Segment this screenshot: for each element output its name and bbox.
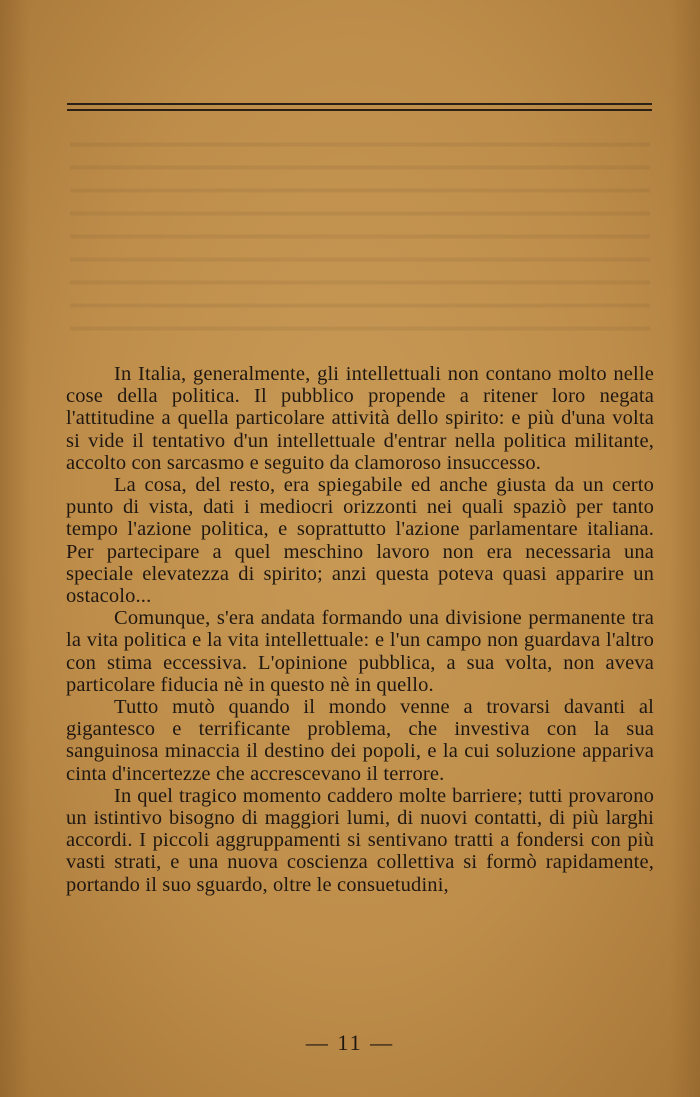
paragraph-3: Comunque, s'era andata formando una divisione permanente tra la vita politica e la vita intellettuale: e l'un campo non guardava l'altro con stima eccessiva. L'opinione pubblica, a sua volta, non aveva particolare fiducia nè in questo nè in quello. [66,607,654,696]
page-edge-shadow-left [0,0,30,1097]
bleed-through-shadow [70,128,650,348]
page-number: — 11 — [305,1030,395,1055]
double-rule-top-line [67,103,652,105]
page-edge-shadow-right [670,0,700,1097]
paragraph-1: In Italia, generalmente, gli intellettuali non contano molto nelle cose della politica. Il pubblico propende a ritener loro negata l'attitudine a quella particolare attività dello spirito: e più d'una volta si vide il tentativo d'un intellettuale d'entrar nella politica militante, accolto con sarcasmo e seguito da clamoroso insuccesso. [66,363,654,474]
paragraph-2: La cosa, del resto, era spiegabile ed anche giusta da un certo punto di vista, dati i mediocri orizzonti nei quali spaziò per tanto tempo l'azione politica, e soprattutto l'azione parlamentare italiana. Per partecipare a quel meschino lavoro non era necessaria una speciale elevatezza di spirito; anzi questa poteva quasi apparire un ostacolo... [66,474,654,608]
paragraph-4: Tutto mutò quando il mondo venne a trovarsi davanti al gigantesco e terrificante problema, che investiva con la sua sanguinosa minaccia il destino dei popoli, e la cui soluzione appariva cinta d'incertezze che accrescevano il terrore. [66,696,654,785]
double-rule-bottom-line [67,109,652,111]
body-text [66,363,654,896]
paragraph-5: In quel tragico momento caddero molte barriere; tutti provarono un istintivo bisogno di maggiori lumi, di nuovi contatti, di più larghi accordi. I piccoli aggruppamenti si sentivano tratti a fondersi con più vasti strati, e una nuova coscienza collettiva si formò rapidamente, portando il suo sguardo, oltre le consuetudini, [66,784,654,896]
